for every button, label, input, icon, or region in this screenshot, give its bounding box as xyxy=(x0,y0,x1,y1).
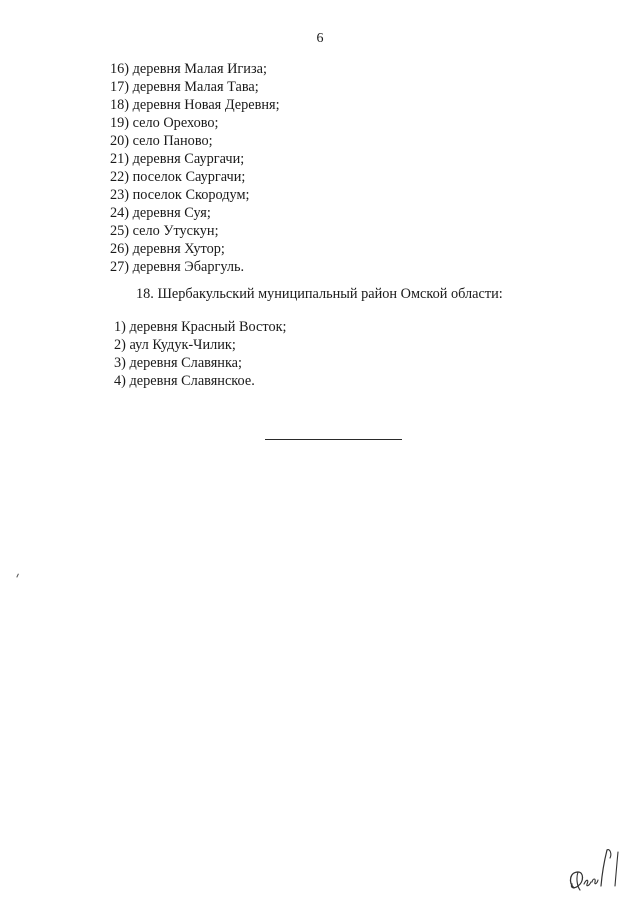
list-item: 1) деревня Красный Восток; xyxy=(114,319,287,335)
page-number: 6 xyxy=(316,31,324,46)
list-item: 22) поселок Саургачи; xyxy=(110,169,246,185)
list-item: 3) деревня Славянка; xyxy=(114,355,243,371)
list-item: 17) деревня Малая Тава; xyxy=(110,79,259,95)
list-item: 18) деревня Новая Деревня; xyxy=(110,97,280,113)
list-item: 26) деревня Хутор; xyxy=(110,241,225,257)
scan-speck xyxy=(16,574,20,579)
list-item: 24) деревня Суя; xyxy=(110,205,211,221)
section-heading: 18. Шербакульский муниципальный район Омской области: xyxy=(136,286,503,302)
settlement-list-continued xyxy=(110,60,280,276)
list-item: 21) деревня Саургачи; xyxy=(110,151,245,167)
list-item: 19) село Орехово; xyxy=(110,115,219,131)
list-item: 4) деревня Славянское. xyxy=(114,373,255,389)
end-of-list-rule xyxy=(265,439,402,440)
list-item: 25) село Утускун; xyxy=(110,223,219,239)
list-item: 23) поселок Скородум; xyxy=(110,187,250,203)
list-item: 2) аул Кудук-Чилик; xyxy=(114,337,236,353)
list-item: 27) деревня Эбаргуль. xyxy=(110,259,245,275)
handwritten-signature-icon xyxy=(560,842,624,894)
list-item: 16) деревня Малая Игиза; xyxy=(110,61,267,77)
settlement-list-section-18 xyxy=(114,318,287,390)
list-item: 20) село Паново; xyxy=(110,133,213,149)
